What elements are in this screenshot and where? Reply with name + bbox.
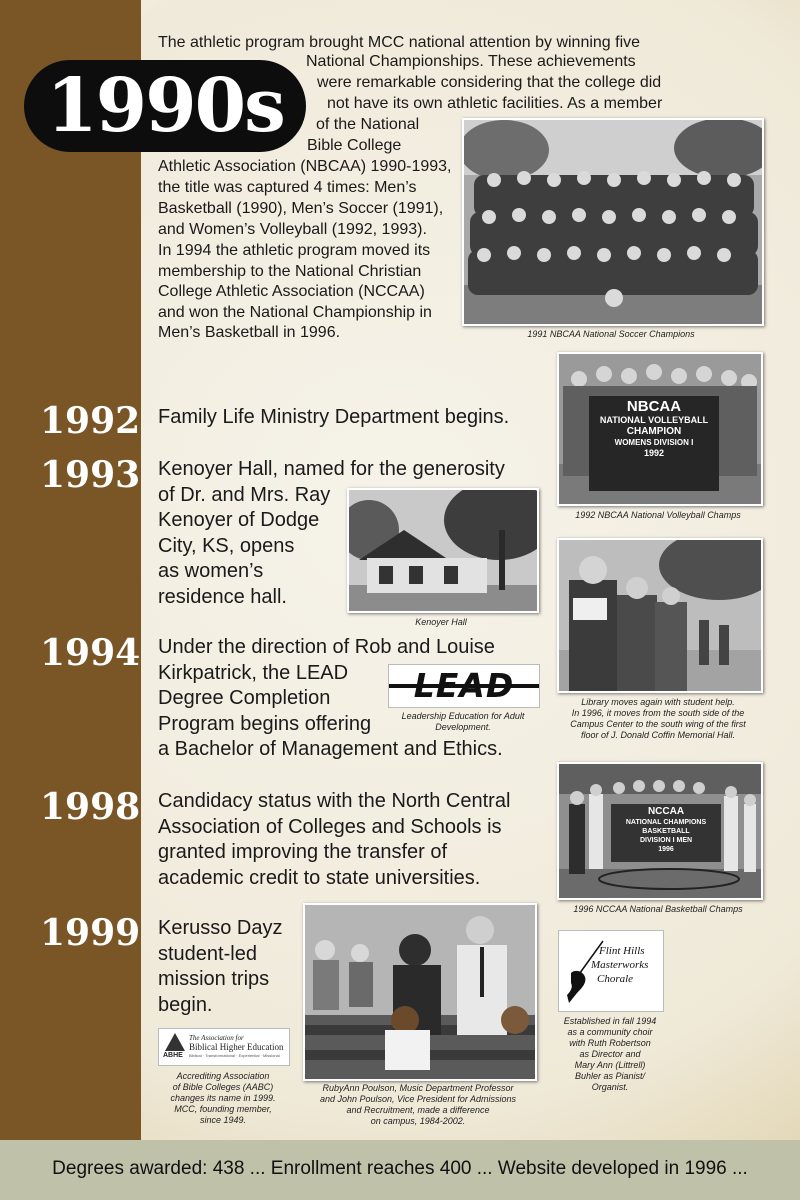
volleyball-banner-line: 1992 [643,448,665,458]
event-text: of Dr. and Mrs. Ray [158,484,331,506]
intro-line: Basketball (1990), Men’s Soccer (1991), [158,200,444,217]
caption-abhe-line: changes its name in 1999. [170,1093,276,1103]
event-text: Kirkpatrick, the LEAD [158,662,349,684]
intro-line: Bible College [307,137,402,154]
event-text: begin. [158,994,213,1016]
caption-chorale-line: Organist. [591,1082,629,1092]
basketball-banner-line: NATIONAL CHAMPIONS [625,819,707,826]
abhe-line: The Association for [189,1034,244,1042]
event-text: student-led [158,943,257,965]
caption-chorale [548,1016,672,1093]
intro-line: Athletic Association (NBCAA) 1990-1993, [158,158,452,175]
caption-lead [388,711,538,733]
chorale-line: Chorale [597,973,634,985]
caption-chorale-line: Established in fall 1994 [563,1016,657,1026]
event-text: academic credit to state universities. [158,867,481,889]
caption-lead-line: Development. [435,722,491,732]
event-text: Degree Completion [158,687,331,709]
caption-library [557,697,759,741]
library-move-photo [557,538,763,693]
caption-chorale-line: as Director and [579,1049,641,1059]
volleyball-team-photo [557,352,763,506]
event-text: residence hall. [158,586,287,608]
caption-poulson-line: and Recruitment, made a difference [346,1105,490,1115]
intro-line: were remarkable considering that the college did [317,74,662,91]
decade-title: 1990s [24,60,306,152]
caption-poulson-line: and John Poulson, Vice President for Admissions [319,1094,517,1104]
volleyball-banner-line: NATIONAL VOLLEYBALL [599,415,709,425]
caption-poulson [303,1083,533,1127]
event-text: granted improving the transfer of [158,841,448,863]
caption-abhe [150,1071,296,1126]
intro-line: The athletic program brought MCC national attention by winning five [158,34,641,51]
abhe-mark: ABHE [163,1052,183,1059]
caption-library-line: In 1996, it moves from the south side of the [571,708,745,718]
abhe-logo [158,1028,290,1066]
event-text: Kenoyer Hall, named for the generosity [158,458,505,480]
event-text: Kerusso Dayz [158,917,283,939]
soccer-team-photo [462,118,764,326]
abhe-line: Biblical Higher Education [189,1042,284,1052]
caption-abhe-line: since 1949. [199,1115,247,1125]
intro-line: In 1994 the athletic program moved its [158,242,431,259]
footer-text: Degrees awarded: 438 ... Enrollment reaches 400 ... Website developed in 1996 ... [52,1158,748,1179]
year-label: 1998 [40,786,141,828]
intro-line: and won the National Championship in [158,304,432,321]
year-label: 1999 [40,912,141,954]
event-text: Under the direction of Rob and Louise [158,636,495,658]
caption-basketball: 1996 NCCAA National Basketball Champs [573,904,743,914]
caption-library-line: Campus Center to the south wing of the first [570,719,746,729]
volleyball-banner-line: CHAMPION [626,426,682,437]
intro-line: membership to the National Christian [158,263,422,280]
volleyball-banner-line: NBCAA [626,398,682,415]
event-text: Candidacy status with the North Central [158,790,511,812]
year-label: 1993 [40,454,141,496]
caption-poulson-line: on campus, 1984-2002. [370,1116,466,1126]
year-label: 1992 [40,400,141,442]
caption-abhe-line: of Bible Colleges (AABC) [172,1082,274,1092]
intro-line: the title was captured 4 times: Men’s [158,179,417,196]
event-text: as women’s [158,560,264,582]
basketball-banner-line: 1996 [658,846,674,853]
caption-lead-line: Leadership Education for Adult [401,711,525,721]
caption-kenoyer: Kenoyer Hall [415,617,467,627]
event-text: City, KS, opens [158,535,295,557]
event-text: Kenoyer of Dodge [158,509,320,531]
caption-chorale-line: Mary Ann (Littrell) [574,1060,646,1070]
caption-abhe-line: MCC, founding member, [174,1104,272,1114]
caption-library-line: floor of J. Donald Coffin Memorial Hall. [580,730,736,740]
intro-line: Men’s Basketball in 1996. [158,324,341,341]
intro-line: College Athletic Association (NCCAA) [158,283,425,300]
caption-volleyball: 1992 NBCAA National Volleyball Champs [575,510,741,520]
lead-logo [388,664,540,708]
abhe-tagline: Biblical · Transformational · Experiential · Missional [189,1053,280,1058]
intro-line: and Women’s Volleyball (1992, 1993). [158,221,427,238]
caption-chorale-line: as a community choir [567,1027,653,1037]
event-text: a Bachelor of Management and Ethics. [158,738,503,760]
caption-soccer: 1991 NBCAA National Soccer Champions [527,329,695,339]
intro-line: not have its own athletic facilities. As a member [327,95,663,112]
caption-library-line: Library moves again with student help. [581,697,735,707]
basketball-banner-line: DIVISION I MEN [639,837,693,844]
caption-chorale-line: with Ruth Robertson [569,1038,651,1048]
basketball-banner-line: NCCAA [647,806,685,817]
event-text: mission trips [158,968,270,990]
event-text: Association of Colleges and Schools is [158,816,502,838]
year-label: 1994 [40,632,141,674]
chorale-logo [558,930,664,1012]
lead-logo-text: LEAD [413,666,515,705]
intro-line: of the National [316,116,420,133]
volleyball-banner-line: WOMENS DIVISION I [614,438,694,447]
event-text: Program begins offering [158,713,372,735]
poulson-photo [303,903,537,1081]
chorale-line: Masterworks [591,959,649,971]
basketball-banner-line: BASKETBALL [642,828,690,835]
left-sidebar [0,0,141,1140]
caption-poulson-line: RubyAnn Poulson, Music Department Professor [322,1083,514,1093]
caption-chorale-line: Buhler as Pianist/ [574,1071,646,1081]
caption-abhe-line: Accrediting Association [176,1071,270,1081]
intro-line: National Championships. These achievements [306,53,636,70]
basketball-team-photo [557,762,763,900]
event-text: Family Life Ministry Department begins. [158,406,510,428]
kenoyer-hall-photo [347,488,539,613]
chorale-line: Flint Hills [599,945,645,957]
